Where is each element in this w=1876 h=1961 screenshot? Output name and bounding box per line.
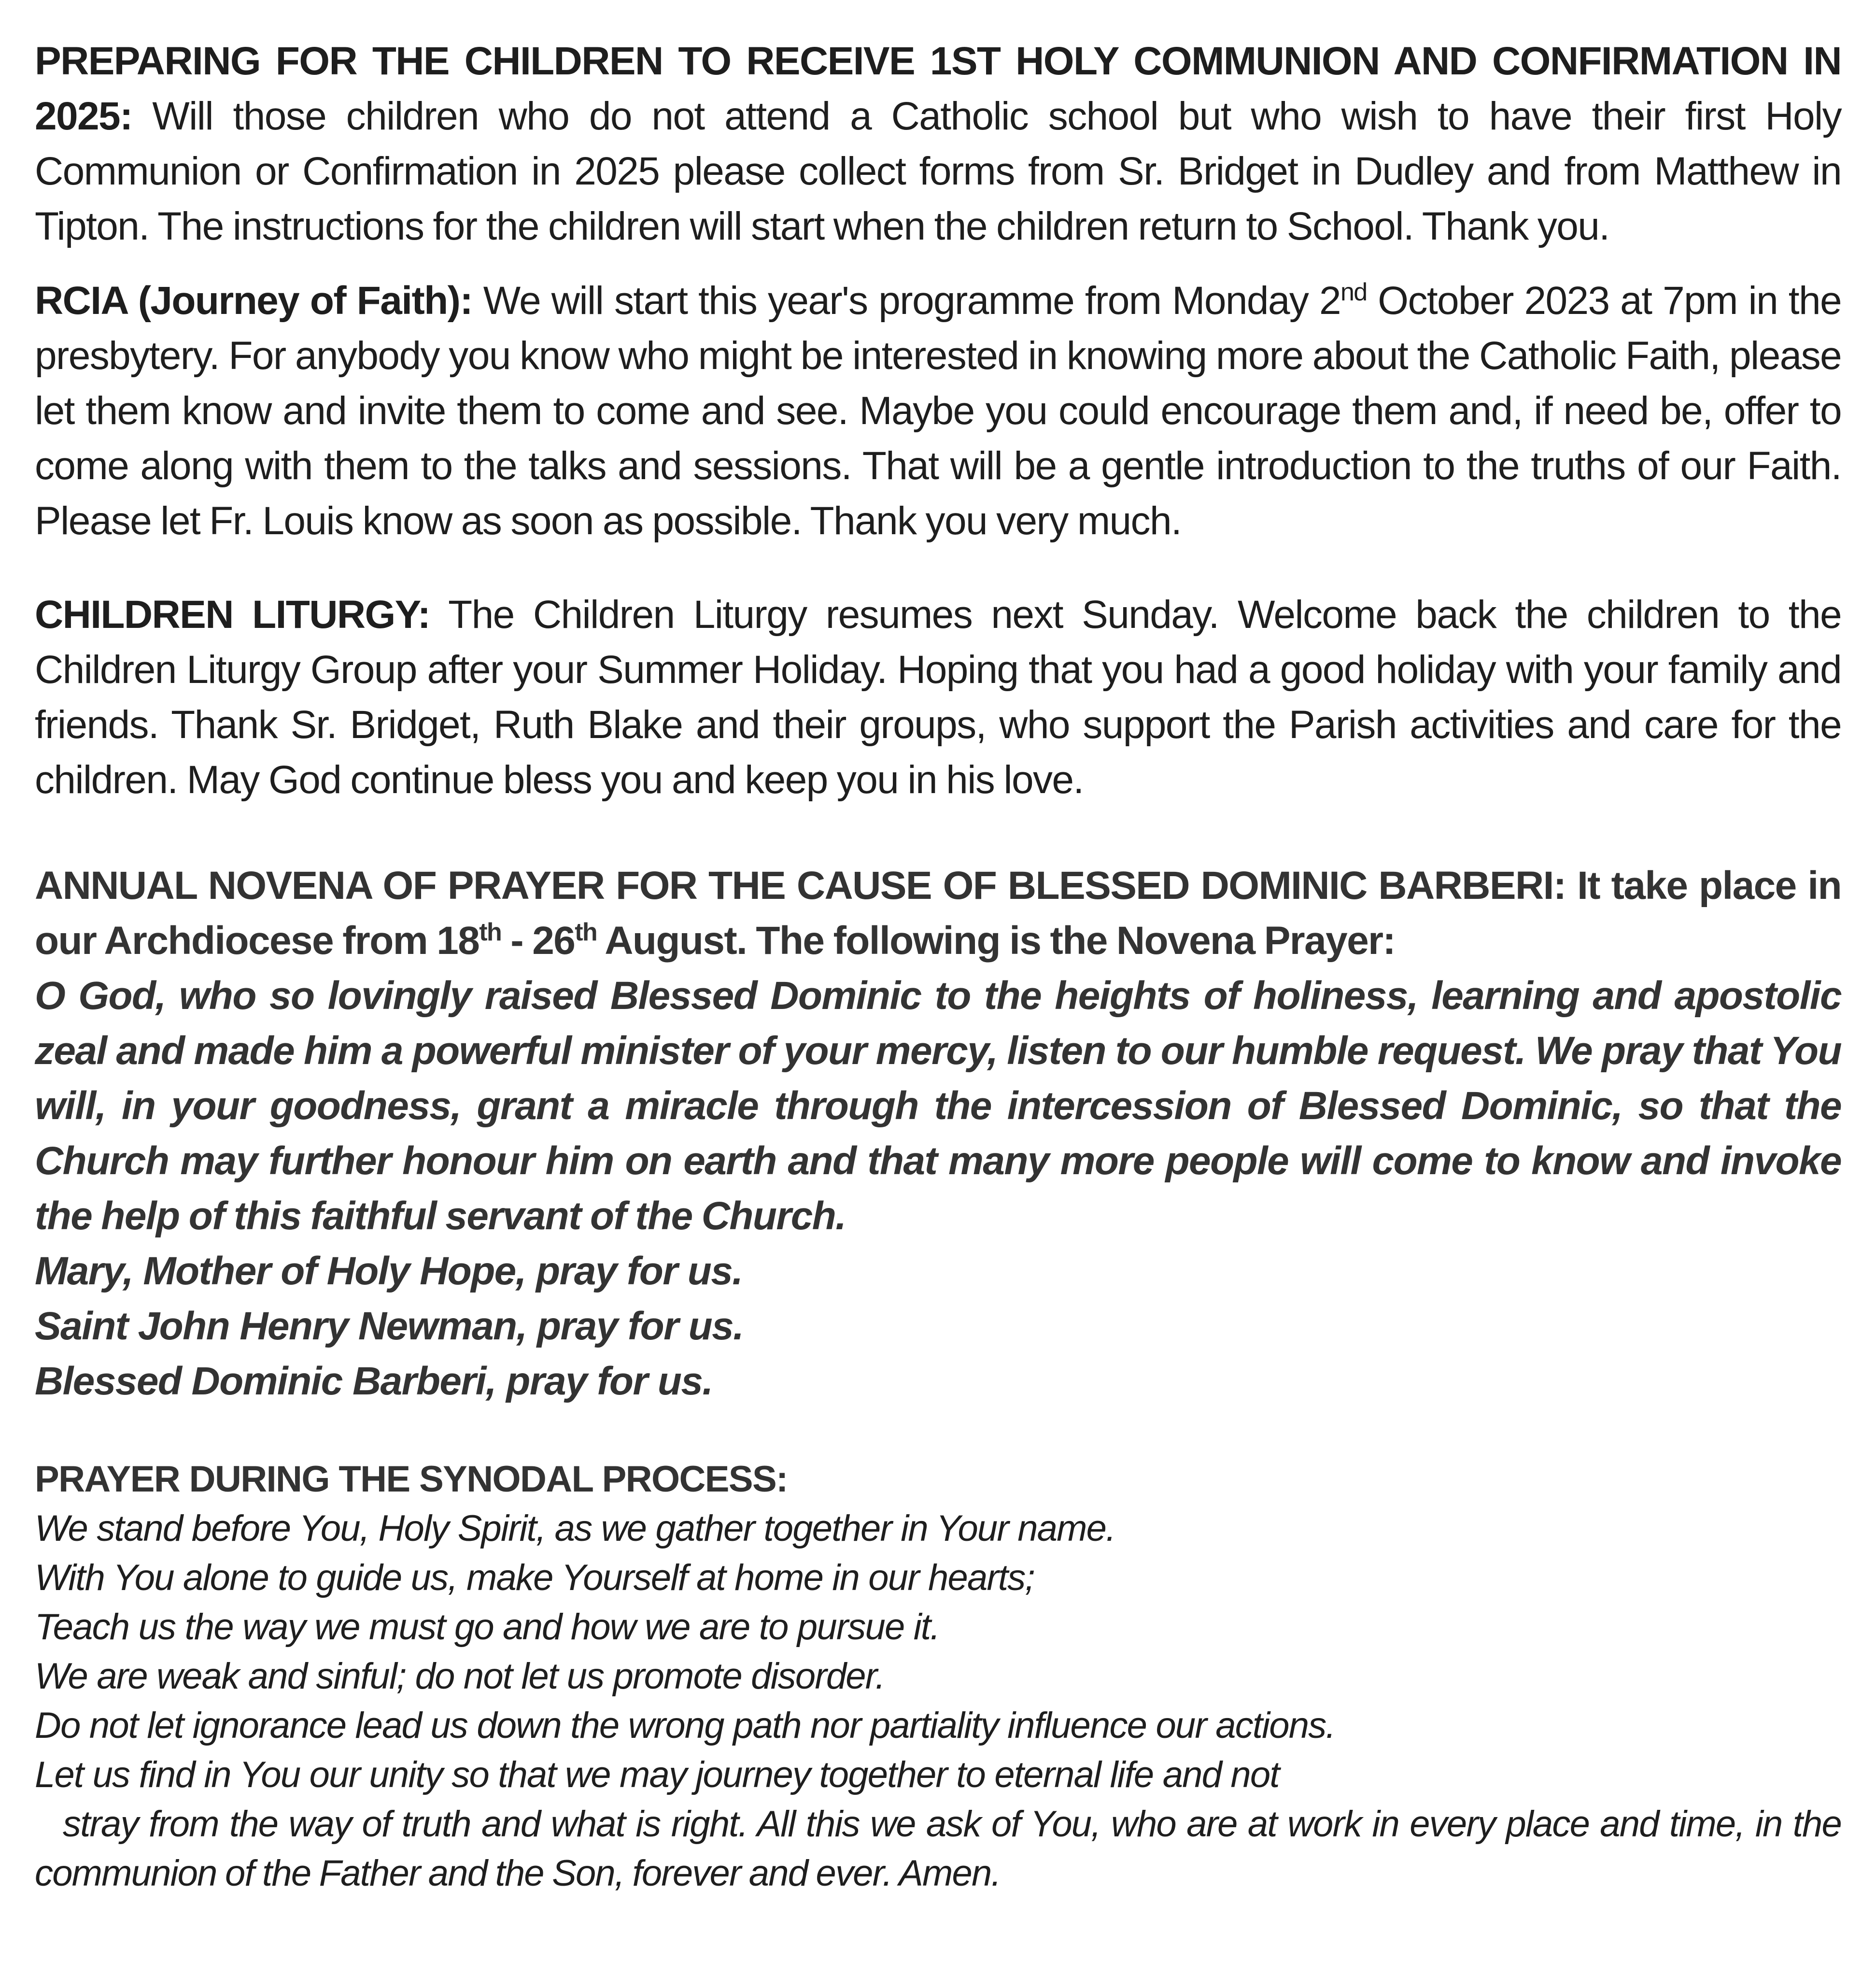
rcia-heading: RCIA (Journey of Faith): <box>35 279 473 323</box>
novena-invocation: Saint John Henry Newman, pray for us. <box>35 1304 744 1348</box>
novena-prayer-text: O God, who so lovingly raised Blessed Dominic to the heights of holiness, learning and apostolic zeal and made him a powerful minister of your mercy, listen to our humble request. We pray that You will, in your goodness, grant a miracle through the intercession of Blessed Dominic, so that the Church may further honour him on earth and that many more people will come to know and invoke the help of this faithful servant of the Church. <box>35 974 1841 1238</box>
novena-invocation: Blessed Dominic Barberi, pray for us. <box>35 1359 713 1403</box>
novena-start-suffix: th <box>479 918 502 946</box>
communion-body: Will those children who do not attend a Catholic school but who wish to have their first Holy Communion or Confirmation in 2025 please collect forms from Sr. Bridget in Dudley and from Matthew in Tipton. The instructions for the children will start when the children return to School. Thank you. <box>35 94 1841 248</box>
rcia-notice <box>35 273 1841 549</box>
synodal-prayer-line: Let us find in You our unity so that we may journey together to eternal life and not <box>35 1754 1279 1795</box>
synodal-prayer <box>35 1455 1841 1898</box>
liturgy-notice <box>35 587 1841 808</box>
communion-notice <box>35 34 1841 254</box>
novena-heading <box>35 858 1841 968</box>
synodal-prayer-line: We stand before You, Holy Spirit, as we gather together in Your name. <box>35 1508 1115 1549</box>
liturgy-body: The Children Liturgy resumes next Sunday. Welcome back the children to the Children Liturgy Group after your Summer Holiday. Hoping that you had a good holiday with your family and friends. Thank Sr. Bridget, Ruth Blake and their groups, who support the Parish activities and care for the children. May God continue bless you and keep you in his love. <box>35 593 1842 802</box>
bulletin-page <box>35 34 1841 1898</box>
novena-invocation: Mary, Mother of Holy Hope, pray for us. <box>35 1249 743 1293</box>
synodal-prayer-line: We are weak and sinful; do not let us promote disorder. <box>35 1656 885 1697</box>
novena-end-suffix: th <box>575 918 597 946</box>
synodal-prayer-closing: stray from the way of truth and what is right. All this we ask of You, who are at work in every place and time, in the communion of the Father and the Son, forever and ever. Amen. <box>35 1804 1841 1894</box>
synodal-heading: PRAYER DURING THE SYNODAL PROCESS: <box>35 1459 788 1500</box>
rcia-body-rest: October 2023 at 7pm in the presbytery. For anybody you know who might be interested in knowing more about the Catholic Faith, please let them know and invite them to come and see. Maybe you could encourage them and, if need be, offer to come along with them to the talks and sessions. That will be a gentle introduction to the truths of our Faith. Please let Fr. Louis know as soon as possible. Thank you very much. <box>35 279 1841 543</box>
novena-heading-end: August. The following is the Novena Prayer: <box>597 919 1396 963</box>
rcia-date-suffix: nd <box>1340 278 1367 306</box>
synodal-prayer-line: Teach us the way we must go and how we are to pursue it. <box>35 1606 940 1648</box>
synodal-prayer-line: With You alone to guide us, make Yourself at home in our hearts; <box>35 1557 1034 1598</box>
rcia-body-start: We will start this year's programme from Monday 2 <box>472 279 1340 323</box>
novena-heading-mid: - 26 <box>501 919 575 963</box>
novena-notice <box>35 858 1841 1409</box>
communion-heading: PREPARING FOR THE CHILDREN TO RECEIVE 1ST HOLY COMMUNION AND CONFIRMATION IN 2025: <box>35 39 1841 138</box>
liturgy-heading: CHILDREN LITURGY: <box>35 593 430 637</box>
novena-heading-start: ANNUAL NOVENA OF PRAYER FOR THE CAUSE OF BLESSED DOMINIC BARBERI: It take place in our Archdiocese from 18 <box>35 864 1841 963</box>
synodal-prayer-line: Do not let ignorance lead us down the wrong path nor partiality influence our actions. <box>35 1705 1335 1746</box>
